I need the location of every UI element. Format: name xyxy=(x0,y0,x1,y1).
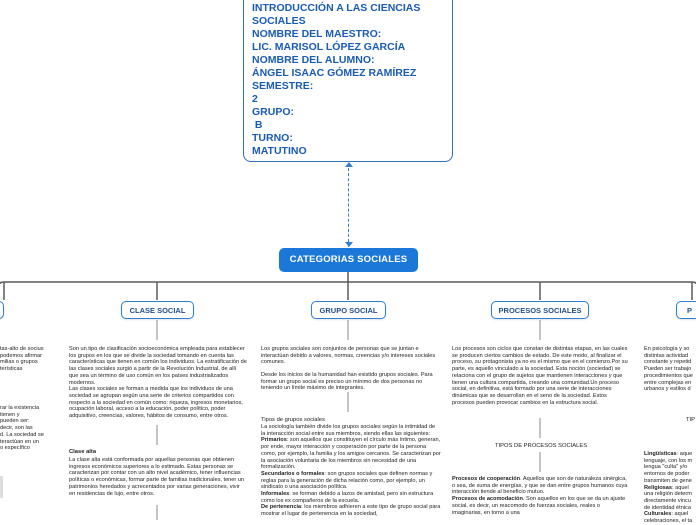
info-line: 2 xyxy=(252,93,258,105)
grupo-social-types-title: Tipos de grupos sociales xyxy=(261,417,325,423)
text-line: tienen y xyxy=(0,411,20,418)
religiosas-line xyxy=(644,485,696,492)
text-line: constante y repetid xyxy=(644,359,692,366)
subtopic-procesos-sociales[interactable]: PROCESOS SOCIALES xyxy=(491,301,589,319)
info-line: ÁNGEL ISAAC GÓMEZ RAMÍREZ xyxy=(252,67,417,79)
info-line: GRUPO: xyxy=(252,106,294,118)
text-line: entornos de poder xyxy=(644,471,690,478)
primarios-text: : son aquellos que constituyen el círculo más íntimo, generan, por ende, mayor interacción y cooperación por parte de la persona como, por ejemplo, la familia y los amigos cercanos. Se caracterizan por la asociación voluntaria de los miembros sin necesidad de una formalización. xyxy=(261,437,441,471)
text-line: rar la existencia xyxy=(0,405,40,411)
text-line: teractúan en un xyxy=(0,438,39,445)
subtopic-clase-social[interactable]: CLASE SOCIAL xyxy=(121,301,194,319)
text-line: entre complejas en xyxy=(644,379,692,386)
text-line: directamente vincu xyxy=(644,497,691,504)
text-line: decir, son las xyxy=(0,425,33,432)
info-line: B xyxy=(252,119,263,131)
text-line: milias o grupos xyxy=(0,359,38,366)
text-line: celebraciones, el ta xyxy=(644,518,693,525)
text-line: : aquel xyxy=(671,511,689,518)
text-line: d. La sociedad se xyxy=(0,431,44,438)
pertenencia-label: De pertenencia xyxy=(261,504,302,511)
subtopic-grupo-social[interactable]: GRUPO SOCIAL xyxy=(311,301,386,319)
info-line: LIC. MARISOL LÓPEZ GARCÍA xyxy=(252,41,406,53)
far-right-text-2 xyxy=(644,451,696,525)
text-line: tas-alto de socius xyxy=(0,346,44,352)
text-line: procedimientos que xyxy=(644,372,693,379)
religiosas-label: Religiosas xyxy=(644,484,672,491)
culturales-label: Culturales xyxy=(644,511,672,518)
procesos-types-list xyxy=(452,476,630,516)
procesos-definition: Los procesos son ciclos que constan de distintas etapas, en las cuales se producen ciertos cambios de estado. De este modo, al finalizar el proceso, su protagonista ya no es el mismo que en el comienzo.Por su parte, es aquello vinculado a la sociedad. Esta noción (sociedad) se relaciona con el grupo de sujetos que mantienen interacciones y que tienen una cultura compartida, creando una comunidad.Un proceso social, en definitiva, está formado por una serie de interacciones dinámicas que se desarrollan en el seno de la sociedad. Estos procesos pueden provocar cambios en la estructura social. xyxy=(452,346,628,406)
subtopic-left-partial[interactable] xyxy=(0,301,4,319)
grupo-social-types-list xyxy=(261,424,441,518)
info-line: SEMESTRE: xyxy=(252,80,314,92)
text-line: urbanos y estilos d xyxy=(644,386,691,393)
informales-text: : se forman debido a lazos de amistad, pero sin estructura como los ex compañeros de la escuela. xyxy=(261,491,434,504)
info-box[interactable] xyxy=(243,0,453,162)
grupo-social-origin: Desde los inicios de la humanidad han existido grupos sociales. Para formar un grupo social es preciso un mínimo de dos personas no teniendo un límite máximo de integrantes. xyxy=(261,372,433,392)
far-left-text-1 xyxy=(0,346,50,373)
secundarios-label: Secundarios o formales xyxy=(261,470,325,477)
cooperacion-text: . Aquellos que son de naturaleza sinérgica, o sea, de suma de energías, y que se dan entre grupos humanos cuya interacción tiende al beneficio mutuo. xyxy=(452,476,628,496)
text-line: o específico xyxy=(0,445,30,452)
text-line: : aque xyxy=(676,451,693,457)
info-line: MATUTINO xyxy=(252,145,307,157)
clase-alta-text: La clase alta está conformada por aquellas personas que obtienen ingresos económicos superiores a lo estimado. Estas personas se caracterizan por contar con un alto nivel académico, tener influencias políticas o económicas, formar parte de familias tradicionales, tener un patrimonios heredados y acrecentados por varias generaciones, vivir en residencias de lujo, entre otros. xyxy=(69,457,245,497)
procesos-types-title: TIPOS DE PROCESOS SOCIALES xyxy=(495,443,588,449)
clase-social-definition: Son un tipo de clasificación socioeconómica empleada para establecer los grupos en los que se divide la sociedad tomando en cuenta las características que tienen en común los individuos. La estratificación de las clases sociales surgió a partir de la Revolución Industrial, de allí que sea un término de uso común en los países industrializados modernos. Las clases sociales se forman a medida que los individuos de una sociedad se agrupan según una serie de criterios compartidos con respecto a la sociedad en común como: riqueza, ingresos monetarios, ocupación laboral, acceso a la educación, poder político, poder adquisitivo, creencias, valores, hábitos de consumo, entre otros. xyxy=(69,346,247,420)
info-line: INTRODUCCIÓN A LAS CIENCIAS xyxy=(252,2,421,14)
text-line: una religión determ xyxy=(644,491,692,498)
left-edge-marker xyxy=(0,476,3,498)
acomodacion-text: . Son aquellos en los que se da un ajuste social, es decir, un reacomodo de fuerzas sociales, reales o imaginarias, en torno a una xyxy=(452,496,626,516)
info-line: TURNO: xyxy=(252,132,293,144)
info-line: NOMBRE DEL ALUMNO: xyxy=(252,54,375,66)
cooperacion-label: Procesos de cooperación xyxy=(452,476,521,482)
types-intro: La sociología también divide los grupos sociales según la intimidad de la interacción social entre sus miembros, siendo ellas las siguientes: xyxy=(261,424,436,437)
text-line: pueden ser: xyxy=(0,418,30,425)
clase-alta-title: Clase alta xyxy=(69,449,97,455)
text-line: : aquel xyxy=(671,484,689,491)
text-line: de identidad étnica xyxy=(644,504,691,511)
text-line: En psicología y so xyxy=(644,346,690,352)
pertenencia-text: : los miembros adhieren a este tipo de grupo social para mostrar el lugar de pertenencia en la sociedad, xyxy=(261,504,441,518)
informales-label: Informales xyxy=(261,491,290,498)
central-topic-node[interactable]: CATEGORIAS SOCIALES xyxy=(279,248,418,272)
text-line: podemos afirmar xyxy=(0,352,42,359)
info-line: NOMBRE DEL MAESTRO: xyxy=(252,28,382,40)
far-left-text-2 xyxy=(0,405,50,452)
grupo-social-definition: Los grupos sociales son conjuntos de personas que se juntan e interactúan debido a valores, normas, creencias y/o intereses sociales comunes. xyxy=(261,346,436,366)
primarios-label: Primarios xyxy=(261,437,287,444)
text-line: lengua "culta" y/o xyxy=(644,464,688,471)
linguisticas-label: Lingüísticas xyxy=(644,451,677,457)
linguisticas-line xyxy=(644,451,696,458)
text-line: Pueden ser trabajo xyxy=(644,366,692,373)
text-line: lenguaje, con los m xyxy=(644,457,693,464)
text-line: distintas actividad xyxy=(644,352,689,359)
text-line: transmiten de gene xyxy=(644,477,692,484)
text-line: terísticas xyxy=(0,366,23,373)
acomodacion-label: Procesos de acomodación xyxy=(452,496,523,503)
secundarios-text: : son grupos sociales que definen normas y reglas para la generación de dicha relación como, por ejemplo, un sindicato o una asociación política. xyxy=(261,470,433,491)
info-line: SOCIALES xyxy=(252,15,306,27)
far-right-text-1 xyxy=(644,346,696,393)
subtopic-right-partial[interactable]: P xyxy=(676,301,696,319)
far-right-types-title: TIP xyxy=(686,417,696,423)
culturales-line xyxy=(644,511,696,518)
